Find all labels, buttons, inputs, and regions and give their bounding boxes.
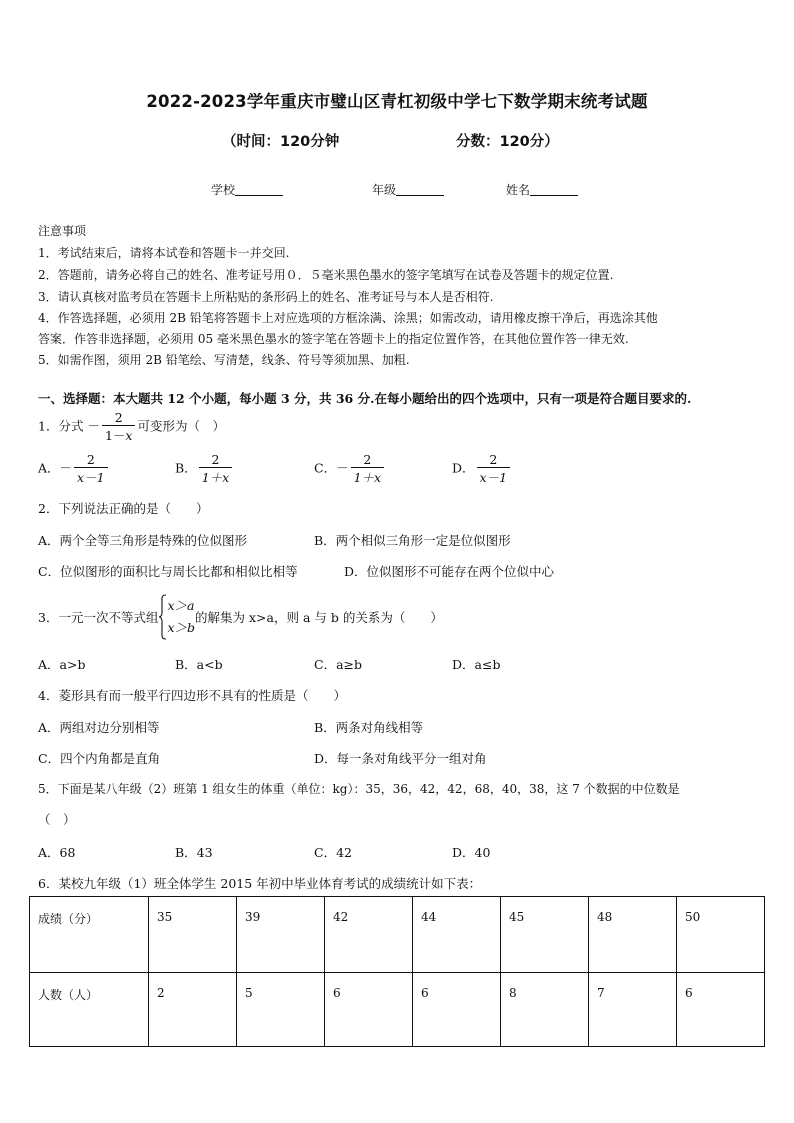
option-sign: － [59, 460, 73, 476]
q1-numerator: 2 [114, 410, 123, 425]
q4-option-c[interactable]: C．四个内角都是直角 [38, 751, 161, 766]
table-cell: 50 [677, 897, 765, 973]
option-fraction [351, 452, 385, 486]
q1-minus: － [87, 418, 100, 434]
question-3 [38, 594, 443, 640]
option-denominator: x－1 [477, 467, 511, 486]
table-cell: 6 [413, 973, 501, 1047]
q5-paren: （ ） [38, 812, 76, 827]
question-6: 6．某校九年级（1）班全体学生 2015 年初中毕业体育考试的成绩统计如下表： [38, 876, 482, 891]
table-row [30, 897, 765, 973]
q3-suffix: 的解集为 x>a，则 a 与 b 的关系为（ ） [195, 610, 443, 625]
table-cell: 2 [149, 973, 237, 1047]
q1-suffix: 可变形为（ ） [137, 418, 225, 434]
q2-option-c[interactable]: C．位似图形的面积比与周长比都和相似比相等 [38, 564, 298, 579]
note-item: 2．答题前，请务必将自己的姓名、准考证号用０．５毫米黑色墨水的签字笔填写在试卷及答题卡的规定位置. [38, 268, 614, 282]
grade-label: 年级 [372, 183, 397, 197]
table-cell: 人数（人） [30, 973, 149, 1047]
q5-option-c[interactable]: C．42 [314, 845, 352, 860]
section-heading: 一、选择题：本大题共 12 个小题，每小题 3 分，共 36 分.在每小题给出的四个选项中，只有一项是符合题目要求的. [38, 391, 692, 406]
q1-option-b[interactable] [175, 452, 234, 486]
name-label: 姓名 [506, 183, 531, 197]
question-5: 5．下面是某八年级（2）班第 1 组女生的体重（单位：kg）：35，36，42，42，68，40，38，这 7 个数据的中位数是 [38, 782, 680, 796]
table-cell: 6 [677, 973, 765, 1047]
q3-prefix: 3．一元一次不等式组 [38, 610, 159, 625]
q3-line1: x＞a [167, 598, 195, 613]
option-numerator: 2 [363, 452, 372, 467]
grade-blank[interactable] [396, 183, 444, 196]
note-item: 3．请认真核对监考员在答题卡上所粘贴的条形码上的姓名、准考证号与本人是否相符. [38, 290, 494, 304]
option-label: A． [38, 460, 60, 476]
table-cell: 35 [149, 897, 237, 973]
table-row [30, 973, 765, 1047]
option-fraction [74, 452, 108, 486]
q4-option-d[interactable]: D．每一条对角线平分一组对角 [314, 751, 487, 766]
question-1 [38, 410, 225, 444]
school-label: 学校 [211, 183, 236, 197]
table-cell: 7 [589, 973, 677, 1047]
q2-option-d[interactable]: D．位似图形不可能存在两个位似中心 [344, 564, 555, 579]
exam-score: 分数：120分） [456, 134, 559, 150]
note-item: 1．考试结束后，请将本试卷和答题卡一并交回. [38, 246, 290, 260]
school-blank[interactable] [235, 183, 283, 196]
q1-den-x: x [125, 428, 133, 443]
table-cell: 39 [237, 897, 325, 973]
option-numerator: 2 [211, 452, 220, 467]
table-cell: 44 [413, 897, 501, 973]
brace-icon [158, 594, 167, 640]
q5-option-a[interactable]: A．68 [38, 845, 76, 860]
option-label: D． [452, 460, 475, 476]
option-fraction [477, 452, 511, 486]
score-table [29, 896, 765, 1047]
q1-option-d[interactable] [452, 452, 512, 486]
option-label: B． [175, 460, 197, 476]
option-sign: － [336, 460, 349, 476]
grade-field [372, 181, 444, 198]
option-numerator: 2 [489, 452, 498, 467]
q3-line2: x＞b [167, 620, 196, 635]
option-numerator: 2 [86, 452, 95, 467]
option-denominator: 1＋x [199, 467, 233, 486]
q3-option-d[interactable]: D．a≤b [452, 657, 501, 672]
q1-option-c[interactable] [314, 452, 386, 486]
question-2: 2．下列说法正确的是（ ） [38, 501, 209, 516]
name-field [506, 181, 578, 198]
q3-system [158, 594, 195, 640]
name-blank[interactable] [530, 183, 578, 196]
question-4: 4．菱形具有而一般平行四边形不具有的性质是（ ） [38, 688, 346, 703]
q3-option-a[interactable]: A．a>b [38, 657, 86, 672]
note-item: 5．如需作图，须用 2B 铅笔绘、写清楚，线条、符号等须加黑、加粗. [38, 353, 410, 367]
option-fraction [199, 452, 233, 486]
note-item: 4．作答选择题，必须用 2B 铅笔将答题卡上对应选项的方框涂满、涂黑；如需改动，请用橡皮擦干净后，再选涂其他 [38, 311, 658, 325]
q1-option-a[interactable] [38, 452, 110, 486]
q2-option-a[interactable]: A．两个全等三角形是特殊的位似图形 [38, 533, 248, 548]
q3-option-c[interactable]: C．a≥b [314, 657, 362, 672]
q5-option-b[interactable]: B．43 [175, 845, 213, 860]
table-cell: 42 [325, 897, 413, 973]
q3-option-b[interactable]: B．a<b [175, 657, 223, 672]
q1-fraction [102, 410, 136, 444]
table-cell: 5 [237, 973, 325, 1047]
page-title: 2022-2023学年重庆市璧山区青杠初级中学七下数学期末统考试题 [146, 92, 648, 111]
q4-option-b[interactable]: B．两条对角线相等 [314, 720, 424, 735]
note-item: 答案．作答非选择题，必须用 05 毫米黑色墨水的签字笔在答题卡上的指定位置作答，在其他位置作答一律无效. [38, 332, 629, 346]
option-denominator: 1＋x [351, 467, 385, 486]
notes-heading: 注意事项 [38, 224, 87, 238]
q2-option-b[interactable]: B．两个相似三角形一定是位似图形 [314, 533, 511, 548]
option-label: C． [314, 460, 337, 476]
q5-option-d[interactable]: D．40 [452, 845, 491, 860]
table-cell: 8 [501, 973, 589, 1047]
table-cell: 45 [501, 897, 589, 973]
table-cell: 6 [325, 973, 413, 1047]
q4-option-a[interactable]: A．两组对边分别相等 [38, 720, 160, 735]
q1-den-a: 1－ [104, 428, 126, 443]
exam-time: （时间：120分钟 [222, 134, 340, 150]
option-denominator: x－1 [74, 467, 108, 486]
school-field [211, 181, 283, 198]
q1-prefix: 1．分式 [38, 418, 84, 434]
table-cell: 成绩（分） [30, 897, 149, 973]
table-cell: 48 [589, 897, 677, 973]
